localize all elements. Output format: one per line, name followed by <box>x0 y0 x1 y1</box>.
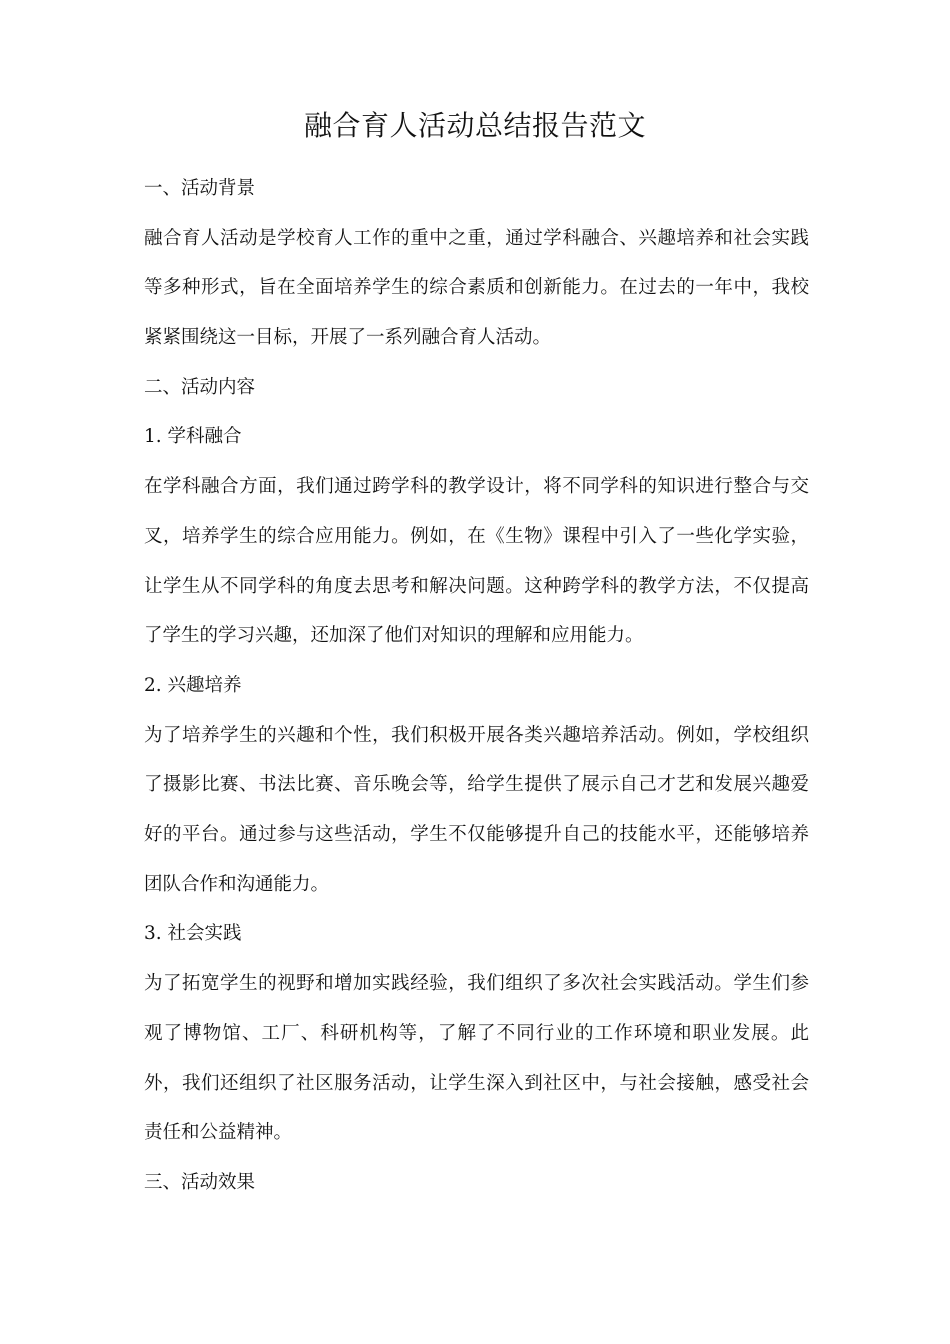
subsection-heading-social-practice: 3. 社会实践 <box>144 923 242 945</box>
section-heading-background: 一、活动背景 <box>144 178 256 199</box>
section-heading-content: 二、活动内容 <box>144 376 256 398</box>
paragraph-interest-cultivation: 为了培养学生的兴趣和个性，我们积极开展各类兴趣培养活动。例如，学校组织了摄影比赛、书法比赛、音乐晚会等，给学生提供了展示自己才艺和发展兴趣爱好的平台。通过参与这些活动，学生不仅能够提升自己的技能水平，还能够培养团队合作和沟通能力。 <box>144 724 809 895</box>
paragraph-background: 融合育人活动是学校育人工作的重中之重，通过学科融合、兴趣培养和社会实践等多种形式，旨在全面培养学生的综合素质和创新能力。在过去的一年中，我校紧紧围绕这一目标，开展了一系列融合育人活动。 <box>144 227 809 349</box>
section-heading-effect: 三、活动效果 <box>144 1171 256 1193</box>
document-title: 融合育人活动总结报告范文 <box>303 109 646 142</box>
subsection-heading-interest-cultivation: 2. 兴趣培养 <box>144 674 242 696</box>
paragraph-social-practice: 为了拓宽学生的视野和增加实践经验，我们组织了多次社会实践活动。学生们参观了博物馆、工厂、科研机构等，了解了不同行业的工作环境和职业发展。此外，我们还组织了社区服务活动，让学生深入到社区中，与社会接触，感受社会责任和公益精神。 <box>144 973 809 1144</box>
paragraph-subject-integration: 在学科融合方面，我们通过跨学科的教学设计，将不同学科的知识进行整合与交叉，培养学生的综合应用能力。例如，在《生物》课程中引入了一些化学实验，让学生从不同学科的角度去思考和解决问题。这种跨学科的教学方法，不仅提高了学生的学习兴趣，还加深了他们对知识的理解和应用能力。 <box>144 476 809 647</box>
document-body <box>144 164 809 1208</box>
subsection-heading-subject-integration: 1. 学科融合 <box>144 426 242 448</box>
